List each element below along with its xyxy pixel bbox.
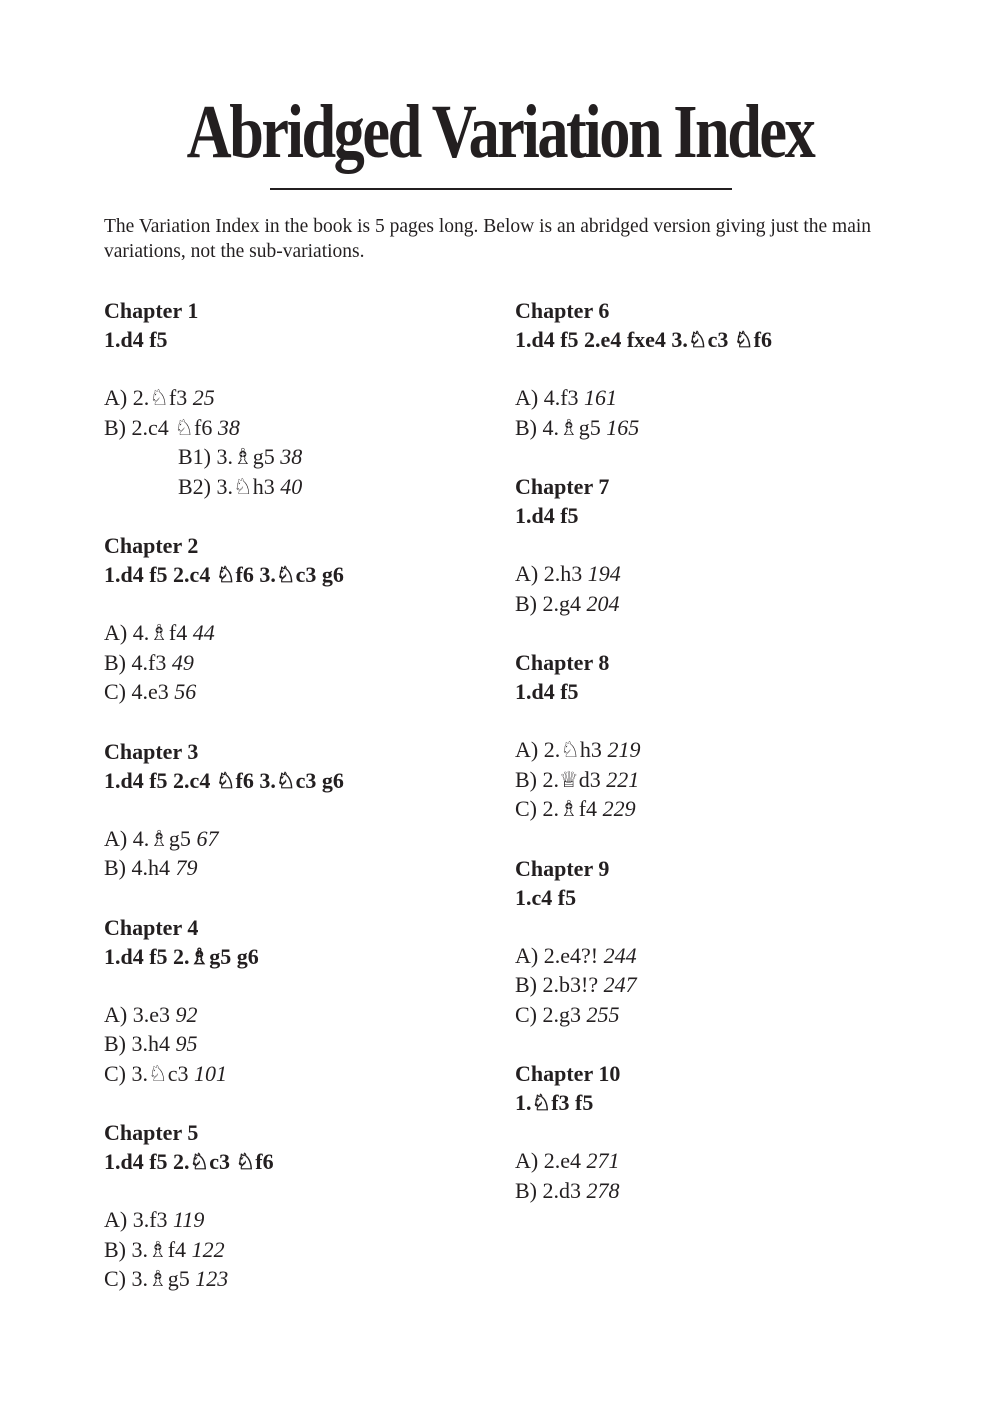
page-number: 122	[191, 1236, 225, 1262]
variation-moves: B) 4.f3	[104, 649, 167, 675]
page-number: 101	[194, 1060, 227, 1086]
variation-line	[515, 383, 935, 413]
chapter-block	[515, 1059, 935, 1205]
chapter-title: Chapter 4	[104, 914, 199, 940]
variation-moves: B) 2.♕d3	[515, 766, 601, 792]
variation-line	[515, 589, 935, 619]
chapter-title: Chapter 8	[515, 650, 610, 675]
chapter-block	[104, 737, 494, 883]
variation-line	[104, 853, 494, 883]
title-divider	[270, 188, 732, 190]
chapter-block	[104, 1118, 494, 1294]
chapter-moves: 1.d4 f5	[515, 679, 579, 704]
chapter-title: Chapter 2	[104, 533, 199, 558]
variation-line	[104, 1059, 494, 1089]
page-number: 219	[607, 737, 641, 762]
page-number: 92	[175, 1001, 198, 1027]
variation-line	[515, 1146, 935, 1176]
variation-line	[515, 941, 935, 971]
variation-line	[104, 1264, 494, 1294]
sub-variation-line	[104, 472, 494, 502]
chapter-title: Chapter 9	[515, 855, 610, 881]
chapter-moves: 1.d4 f5 2.♘c3 ♘f6	[104, 1149, 274, 1174]
variation-moves: C) 2.♗f4	[515, 796, 598, 821]
page-number: 221	[606, 766, 640, 792]
variation-line	[104, 677, 494, 707]
page-number: 25	[192, 385, 215, 410]
chapter-moves: 1.d4 f5 2.♗g5 g6	[104, 943, 259, 969]
variation-moves: A) 4.♗f4	[104, 620, 188, 645]
right-column	[515, 296, 935, 1235]
variation-moves: B) 2.d3	[515, 1177, 581, 1203]
page-number: 255	[586, 1001, 620, 1027]
left-column	[104, 296, 494, 1324]
variation-moves: B) 2.b3!?	[515, 972, 599, 997]
page-number: 119	[173, 1207, 205, 1232]
variation-moves: A) 2.e4	[515, 1148, 581, 1173]
variation-line	[515, 559, 935, 589]
variation-line	[104, 1000, 494, 1030]
chapter-block	[104, 296, 494, 501]
chapter-title: Chapter 5	[104, 1120, 199, 1145]
chapter-moves: 1.d4 f5	[515, 503, 579, 528]
chapter-block	[515, 296, 935, 442]
variation-line	[104, 618, 494, 648]
variation-moves: A) 2.♘h3	[515, 737, 602, 762]
variation-moves: C) 3.♗g5	[104, 1266, 190, 1291]
chapter-block	[515, 854, 935, 1030]
variation-moves: B2) 3.♘h3	[178, 473, 275, 499]
variation-line	[515, 970, 935, 1000]
page-title: Abridged Variation Index	[186, 90, 814, 174]
page-number: 40	[280, 473, 303, 499]
page-number: 247	[603, 972, 637, 997]
variation-line	[515, 1000, 935, 1030]
page-number: 194	[587, 561, 621, 586]
variation-moves: A) 3.e3	[104, 1001, 170, 1027]
chapter-block	[515, 472, 935, 618]
variation-line	[515, 413, 935, 443]
chapter-title: Chapter 1	[104, 298, 199, 323]
chapter-moves: 1.♘f3 f5	[515, 1090, 594, 1115]
page-number: 161	[584, 385, 618, 410]
page-number: 123	[195, 1266, 229, 1291]
page-number: 38	[217, 414, 240, 440]
variation-line	[104, 1235, 494, 1265]
page-number: 67	[196, 825, 219, 851]
variation-line	[104, 1029, 494, 1059]
variation-line	[515, 765, 935, 795]
variation-line	[515, 735, 935, 765]
chapter-block	[104, 913, 494, 1089]
sub-variation-line	[104, 442, 494, 472]
variation-moves: B) 3.♗f4	[104, 1236, 187, 1262]
variation-line	[104, 1205, 494, 1235]
variation-line	[104, 383, 494, 413]
page-number: 165	[606, 414, 640, 440]
chapter-title: Chapter 6	[515, 298, 610, 323]
variation-moves: A) 2.♘f3	[104, 385, 188, 410]
variation-moves: B) 4.♗g5	[515, 414, 601, 440]
chapter-title: Chapter 10	[515, 1061, 621, 1086]
chapter-moves: 1.d4 f5 2.c4 ♘f6 3.♘c3 g6	[104, 767, 344, 793]
page-number: 278	[586, 1177, 620, 1203]
page-number: 95	[175, 1031, 198, 1056]
variation-moves: A) 4.f3	[515, 385, 579, 410]
chapter-block	[104, 531, 494, 707]
variation-line	[515, 794, 935, 824]
page-number: 56	[174, 679, 197, 704]
variation-line	[104, 648, 494, 678]
variation-moves: B) 4.h4	[104, 855, 170, 880]
page-number: 49	[171, 649, 194, 675]
variation-line	[104, 413, 494, 443]
variation-moves: A) 4.♗g5	[104, 825, 191, 851]
intro-paragraph: The Variation Index in the book is 5 pages long. Below is an abridged version giving just the main variations, not the sub-variations.	[104, 216, 872, 262]
chapter-moves: 1.d4 f5	[104, 327, 168, 352]
variation-moves: B) 2.c4 ♘f6	[104, 414, 213, 440]
chapter-block	[515, 648, 935, 824]
variation-moves: C) 2.g3	[515, 1001, 581, 1027]
page-number: 79	[175, 855, 198, 880]
chapter-moves: 1.c4 f5	[515, 884, 577, 910]
variation-moves: A) 3.f3	[104, 1207, 168, 1232]
variation-moves: A) 2.e4?!	[515, 942, 599, 968]
chapter-title: Chapter 3	[104, 738, 199, 764]
variation-moves: B) 2.g4	[515, 590, 581, 616]
chapter-moves: 1.d4 f5 2.c4 ♘f6 3.♘c3 g6	[104, 562, 344, 587]
page-number: 44	[192, 620, 215, 645]
chapter-moves: 1.d4 f5 2.e4 fxe4 3.♘c3 ♘f6	[515, 327, 772, 352]
variation-moves: C) 3.♘c3	[104, 1060, 189, 1086]
page-number: 204	[586, 590, 620, 616]
variation-moves: B1) 3.♗g5	[178, 444, 275, 469]
variation-line	[515, 1176, 935, 1206]
page-number: 271	[586, 1148, 620, 1173]
variation-moves: A) 2.h3	[515, 561, 583, 586]
page-number: 244	[603, 942, 637, 968]
variation-line	[104, 824, 494, 854]
variation-moves: B) 3.h4	[104, 1031, 170, 1056]
page-number: 229	[602, 796, 636, 821]
page-number: 38	[280, 444, 303, 469]
variation-moves: C) 4.e3	[104, 679, 169, 704]
chapter-title: Chapter 7	[515, 474, 610, 499]
